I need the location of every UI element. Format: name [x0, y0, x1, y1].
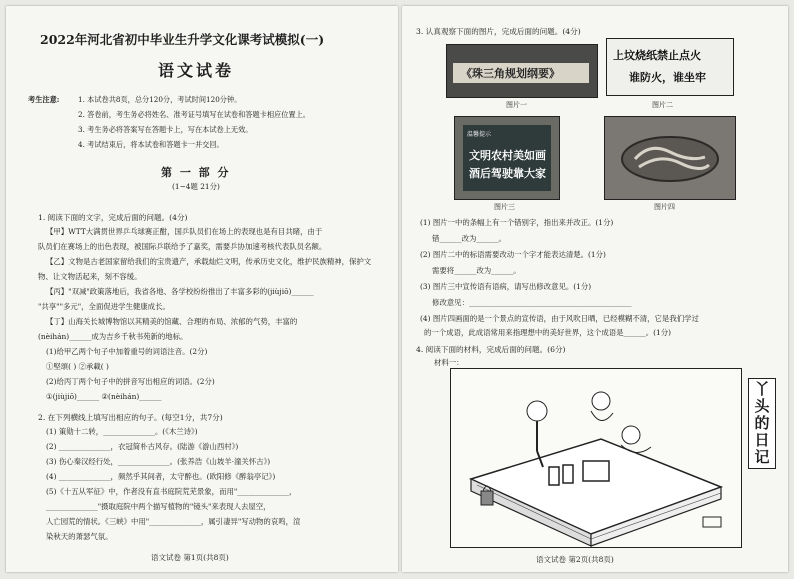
sign-line: 上坟烧纸禁止点火 — [613, 49, 701, 62]
question-line: (4) 图片四画面的是一个景点的宣传语，由于风吹日晒，已经模糊不清，它是我们学过 — [420, 314, 699, 323]
cartoon-title-char: 头 — [754, 397, 770, 415]
board-line: 酒后驾驶靠大家 — [469, 167, 546, 180]
question-line: 【丁】山海关长城博物馆以其精美的馆藏、合理的布局、浓郁的气势，丰富的 — [46, 317, 298, 326]
photo-one — [446, 44, 598, 98]
part-heading: 第 一 部 分 — [161, 166, 231, 179]
question-line: ①(jiùjiō)______ ②(nèihán)______ — [46, 392, 162, 401]
question-line: (2) 图片二中的标语需要改动一个字才能表达清楚。(1分) — [420, 250, 606, 259]
sign-line: 谁防火，谁坐牢 — [629, 71, 706, 84]
cartoon-title-char: 的 — [754, 414, 770, 432]
question-line: "共享""多元"，全面促进学生健康成长。 — [38, 302, 170, 311]
carved-stone-image — [605, 117, 735, 199]
question-line: (1) 图片一中的条幅上有一个错别字，指出来并改正。(1分) — [420, 218, 614, 227]
question-line: 1. 阅读下面的文字，完成后面的问题。(4分) — [38, 213, 188, 222]
question-line: 4. 阅读下面的材料，完成后面的问题。(6分) — [416, 345, 566, 354]
exam-page-left — [6, 6, 398, 572]
question-line: 【乙】文物是古老国家留给我们的宝贵遗产，承载灿烂文明，传承历史文化，维护民族精神，保护文 — [46, 257, 372, 266]
notice-item: 2. 答卷前，考生务必将姓名、准考证号填写在试卷和答题卡相应位置上。 — [78, 110, 310, 119]
page-footer: 语文试卷 第2页(共8页) — [536, 555, 614, 564]
notice-label: 考生注意: — [28, 95, 60, 104]
question-line: 需要将______改为______。 — [432, 266, 521, 275]
question-line: 【丙】"双减"政策落地后，我省各地、各学校纷纷推出了丰富多彩的(jiùjiō)______ — [46, 287, 314, 296]
part-range: (1~4题 21分) — [172, 182, 220, 191]
question-line: 人亡园荒的情状。《三峡》中用"______________，属引凄异"写动物的哀鸣，渲 — [46, 517, 301, 526]
board-small-text: 温馨提示 — [467, 131, 492, 138]
question-line: (1)给甲乙两个句子中加着重号的词语注音。(2分) — [46, 347, 208, 356]
question-line: (1) 策勋十二转，______________。(《木兰诗》) — [46, 427, 198, 436]
question-line: 【甲】WTT大满贯世界乒乓球赛正酣，国乒队员们在场上的表现也是有目共睹，由于 — [46, 227, 323, 236]
cartoon-title-char: 丫 — [754, 380, 770, 398]
page-footer: 语文试卷 第1页(共8页) — [151, 553, 229, 562]
question-line: (3) 图片三中宣传语有语病，请写出修改意见。(1分) — [420, 282, 592, 291]
exam-title: 2022年河北省初中毕业生升学文化课考试模拟(一) — [40, 32, 325, 47]
photo-two — [606, 38, 734, 96]
question-line: 的一个成语，此成语常用来指理想中的美好世界，这个成语是______。(1分) — [424, 328, 671, 337]
question-line: (4) ______________，频然乎其间者，太守醉也。(欧阳修《醉翁亭记》) — [46, 472, 276, 481]
question-line: ______________"摄取庭院中两个描写植物的"镜头"来表现人去屋空， — [46, 502, 271, 511]
question-line: (nèihán)______成为吉乡千秋书苑新的地标。 — [38, 332, 188, 341]
question-line: 修改意见：____________________________________________ — [432, 298, 632, 307]
cartoon-title — [748, 378, 776, 469]
question-line: ①堅頌( ) ②承載( ) — [46, 362, 109, 371]
question-line: 队员们在赛场上的出色表现，被国际乒联给予了嘉奖，需要乒协加速考核代表队员名额。 — [38, 242, 327, 251]
notice-item: 3. 考生务必将答案写在答题卡上，写在本试卷上无效。 — [78, 125, 253, 134]
caption: 图片一 — [506, 101, 527, 109]
banner-text: 《珠三角规划纲要》 — [461, 67, 560, 80]
cartoon-image — [450, 368, 742, 548]
question-line: 3. 认真观察下面的图片，完成后面的问题。(4分) — [416, 27, 581, 36]
slogan-board — [463, 125, 551, 191]
photo-three — [454, 116, 560, 200]
exam-page-right — [402, 6, 788, 572]
caption: 图片二 — [652, 101, 673, 109]
cartoon-drawing — [451, 369, 741, 547]
question-line: (5)《十五从军征》中，作者没有直书庭院荒芜景象，而用"______________， — [46, 487, 297, 496]
question-line: 错______改为______。 — [432, 234, 506, 243]
notice-item: 1. 本试卷共8页，总分120分，考试时间120分钟。 — [78, 95, 242, 104]
notice-item: 4. 考试结束后，将本试卷和答题卡一并交回。 — [78, 140, 224, 149]
board-line: 文明农村美如画 — [469, 149, 546, 162]
question-line: 染秋天的萧瑟气氛。 — [46, 532, 113, 541]
question-line: (2) ______________，衣冠简朴古风存。(陆游《游山西村》) — [46, 442, 239, 451]
material-label: 材料一： — [434, 358, 464, 367]
photo-four — [604, 116, 736, 200]
question-line: 2. 在下列横线上填写出相应的句子。(每空1分，共7分) — [38, 413, 223, 422]
question-line: (3) 伤心秦汉经行处，______________。(张养浩《山坡羊·潼关怀古》) — [46, 457, 271, 466]
cartoon-title-char: 记 — [754, 448, 770, 466]
caption: 图片三 — [494, 203, 515, 211]
question-line: (2)给丙丁两个句子中的拼音写出相应的词语。(2分) — [46, 377, 215, 386]
exam-subtitle: 语文试卷 — [158, 61, 235, 80]
caption: 图片四 — [654, 203, 675, 211]
cartoon-title-char: 日 — [754, 431, 770, 449]
question-line: 物、让文物活起来，刻不容缓。 — [38, 272, 142, 281]
